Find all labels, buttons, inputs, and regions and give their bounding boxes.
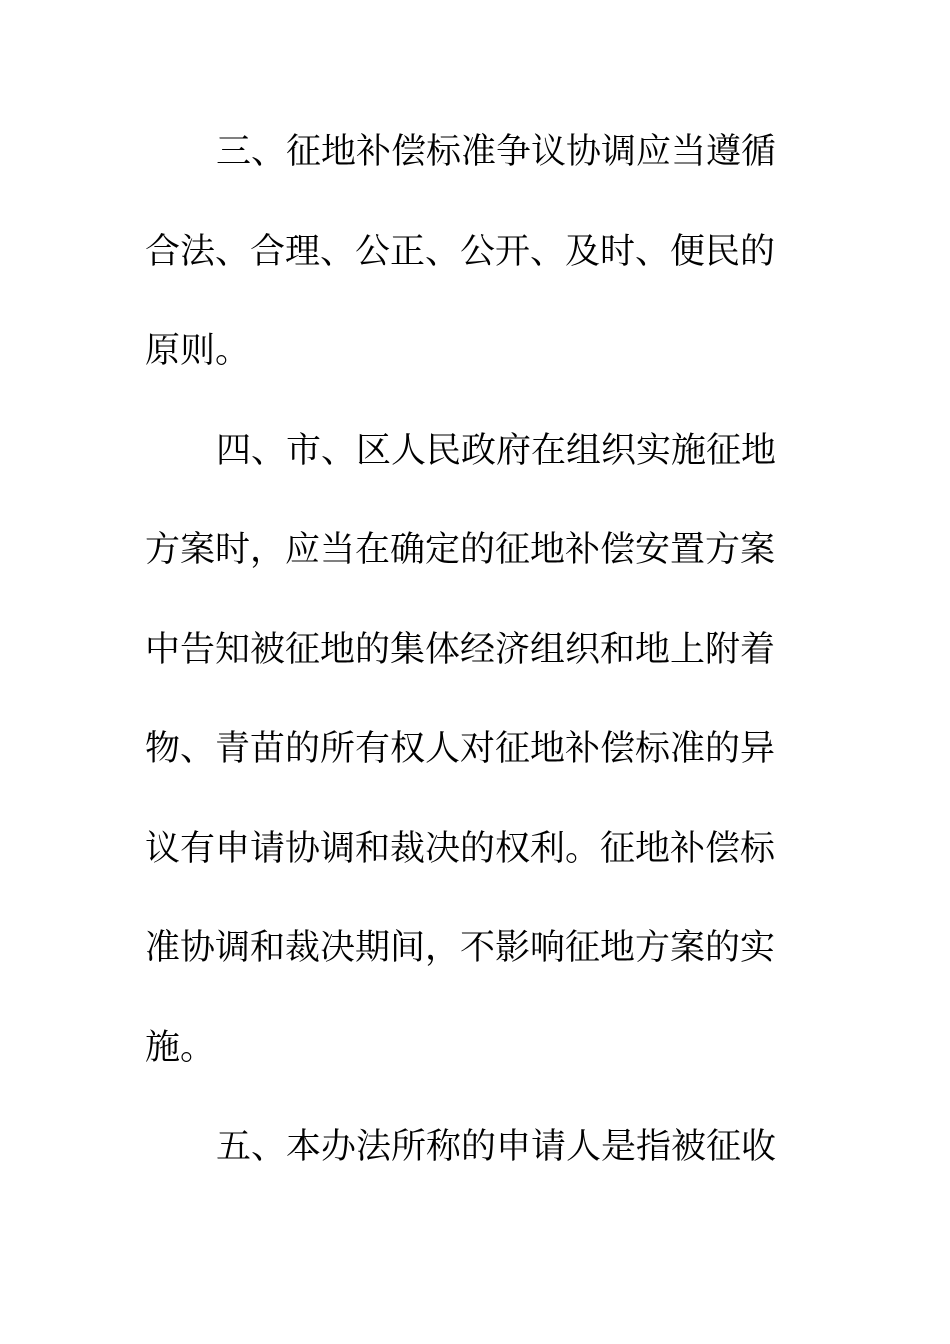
paragraph-2-line-1: 四、市、区人民政府在组织实施征地 [216, 431, 777, 471]
paragraph-1-line-3: 原则。 [145, 331, 251, 371]
paragraph-2-line-6: 准协调和裁决期间，不影响征地方案的实 [145, 928, 776, 968]
paragraph-1-line-2: 合法、合理、公正、公开、及时、便民的 [145, 232, 776, 272]
paragraph-1-line-1: 三、征地补偿标准争议协调应当遵循 [216, 132, 777, 172]
paragraph-2-line-3: 中告知被征地的集体经济组织和地上附着 [145, 630, 776, 670]
paragraph-3-line-1: 五、本办法所称的申请人是指被征收 [216, 1127, 777, 1167]
paragraph-2-line-2: 方案时，应当在确定的征地补偿安置方案 [145, 530, 776, 570]
paragraph-2-line-5: 议有申请协调和裁决的权利。征地补偿标 [145, 829, 776, 869]
paragraph-2-line-7: 施。 [145, 1028, 216, 1068]
paragraph-2-line-4: 物、青苗的所有权人对征地补偿标准的异 [145, 729, 776, 769]
